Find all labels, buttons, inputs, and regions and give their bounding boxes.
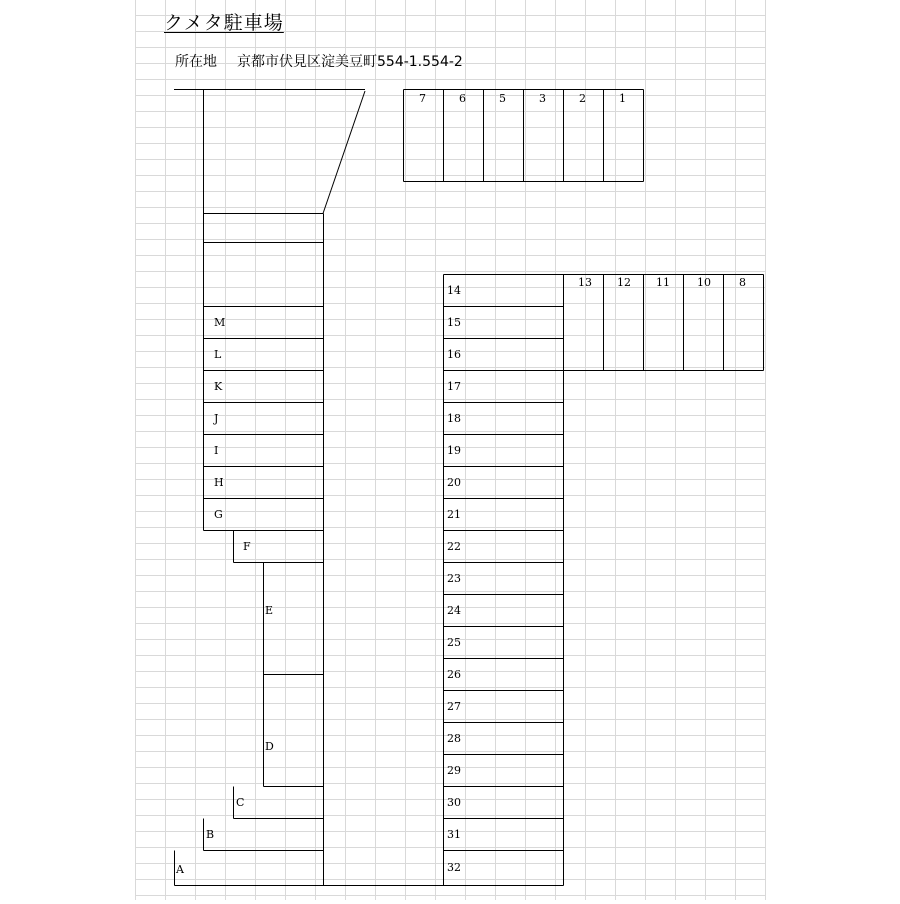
space-label-6: 6 bbox=[459, 92, 466, 105]
space-label-12: 12 bbox=[617, 276, 631, 289]
space-label-17: 17 bbox=[447, 380, 461, 393]
space-label-15: 15 bbox=[447, 316, 461, 329]
space-label-24: 24 bbox=[447, 604, 461, 617]
space-label-23: 23 bbox=[447, 572, 461, 585]
page-title: クメタ駐車場 bbox=[164, 12, 284, 34]
space-label-M: M bbox=[214, 316, 226, 329]
space-label-30: 30 bbox=[447, 796, 461, 809]
space-label-1: 1 bbox=[619, 92, 626, 105]
space-label-16: 16 bbox=[447, 348, 461, 361]
space-label-B: B bbox=[206, 828, 215, 841]
space-label-2: 2 bbox=[579, 92, 586, 105]
space-label-L: L bbox=[214, 348, 222, 361]
space-label-26: 26 bbox=[447, 668, 461, 681]
address-line bbox=[175, 51, 463, 71]
space-label-20: 20 bbox=[447, 476, 461, 489]
space-label-13: 13 bbox=[578, 276, 592, 289]
space-label-22: 22 bbox=[447, 540, 461, 553]
space-label-25: 25 bbox=[447, 636, 461, 649]
space-label-3: 3 bbox=[539, 92, 546, 105]
space-label-27: 27 bbox=[447, 700, 461, 713]
space-label-11: 11 bbox=[656, 276, 670, 289]
space-label-19: 19 bbox=[447, 444, 461, 457]
space-label-C: C bbox=[236, 796, 245, 809]
space-label-29: 29 bbox=[447, 764, 461, 777]
space-label-7: 7 bbox=[419, 92, 426, 105]
space-label-F: F bbox=[243, 540, 251, 553]
space-label-J: J bbox=[214, 412, 219, 425]
space-label-21: 21 bbox=[447, 508, 461, 521]
space-label-14: 14 bbox=[447, 284, 461, 297]
space-label-10: 10 bbox=[697, 276, 711, 289]
space-label-H: H bbox=[214, 476, 224, 489]
space-label-E: E bbox=[265, 604, 274, 617]
space-label-5: 5 bbox=[499, 92, 506, 105]
space-label-28: 28 bbox=[447, 732, 461, 745]
space-label-32: 32 bbox=[447, 861, 461, 874]
space-label-K: K bbox=[214, 380, 223, 393]
space-label-18: 18 bbox=[447, 412, 461, 425]
address-value: 京都市伏見区淀美豆町554-1.554-2 bbox=[237, 54, 463, 70]
space-label-31: 31 bbox=[447, 828, 461, 841]
space-label-I: I bbox=[214, 444, 219, 457]
space-label-8: 8 bbox=[739, 276, 746, 289]
space-label-G: G bbox=[214, 508, 223, 521]
space-label-A: A bbox=[176, 863, 184, 876]
diagonal-line bbox=[323, 91, 365, 214]
address-label: 所在地 bbox=[175, 54, 217, 70]
space-label-D: D bbox=[265, 740, 274, 753]
